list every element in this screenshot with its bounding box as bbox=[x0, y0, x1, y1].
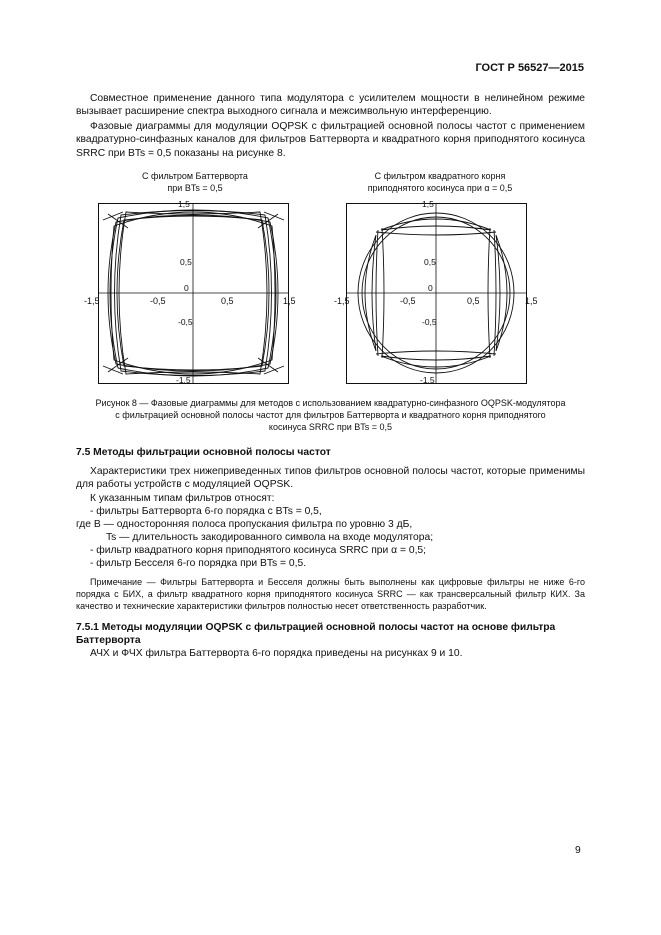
tick-origin: 0 bbox=[428, 283, 433, 293]
tick-y-neg-1-5: -1,5 bbox=[176, 375, 191, 385]
section-7-5-heading: 7.5 Методы фильтрации основной полосы частот bbox=[76, 447, 331, 458]
section-7-5-intro: Характеристики трех нижеприведенных типов фильтров основной полосы частот, которые применимы для работы устройств с модуляцией OQPSK. bbox=[76, 466, 585, 491]
tick-x-neg-1-5-right: -1,5 bbox=[334, 296, 350, 306]
list-item-srrc: - фильтр квадратного корня приподнятого косинуса SRRC при α = 0,5; bbox=[90, 545, 427, 556]
tick-y-neg-0-5: -0,5 bbox=[178, 317, 193, 327]
document-header: ГОСТ Р 56527—2015 bbox=[475, 62, 584, 74]
srrc-phase-diagram bbox=[346, 200, 546, 390]
tick-y-0-5: 0,5 bbox=[424, 257, 436, 267]
definition-b: где B — односторонняя полоса пропускания фильтра по уровню 3 дБ, bbox=[76, 519, 413, 530]
list-item-butterworth: - фильтры Баттерворта 6-го порядка с BTs = 0,5, bbox=[90, 506, 322, 517]
left-plot-caption-1: С фильтром Баттерворта bbox=[142, 171, 248, 181]
right-plot-caption-2: приподнятого косинуса при α = 0,5 bbox=[367, 183, 513, 193]
tick-y-0-5: 0,5 bbox=[180, 257, 192, 267]
list-item-bessel: - фильтр Бесселя 6-го порядка при BTs = 0,5. bbox=[90, 558, 307, 569]
section-7-5-1-heading: 7.5.1 Методы модуляции OQPSK с фильтрацией основной полосы частот на основе фильтра Баттерворта bbox=[76, 622, 556, 646]
tick-y-1-5: 1,5 bbox=[422, 200, 434, 209]
figure-caption-line-1: Рисунок 8 — Фазовые диаграммы для методов с использованием квадратурно-синфазного OQPSK-модулятора bbox=[95, 398, 566, 408]
right-plot-caption-1: С фильтром квадратного корня bbox=[374, 171, 506, 181]
tick-origin: 0 bbox=[184, 283, 189, 293]
butterworth-phase-diagram bbox=[98, 200, 298, 390]
tick-y-neg-0-5: -0,5 bbox=[422, 317, 437, 327]
paragraph-1: Совместное применение данного типа модулятора с усилителем мощности в нелинейном режиме вызывает расширение спектра выходного сигнала и межсимвольную интерференцию. bbox=[76, 93, 585, 118]
page-number: 9 bbox=[575, 845, 581, 856]
figure-caption-line-3: косинуса SRRC при BTs = 0,5 bbox=[268, 422, 393, 432]
tick-x-1-5-right: 1,5 bbox=[525, 296, 538, 306]
note: Примечание — Фильтры Баттерворта и Бесселя должны быть выполнены как цифровые фильтры не ниже 6-го порядка с БИХ, а фильтр квадратного корня приподнятого косинуса SRRC — как трансверсальный фильтр КИХ. За качество и технические характеристики фильтров полностью несет ответственность разработчик. bbox=[76, 577, 585, 611]
left-plot-caption-2: при BTs = 0,5 bbox=[167, 183, 223, 193]
tick-y-neg-1-5: -1,5 bbox=[420, 375, 435, 385]
tick-y-1-5: 1,5 bbox=[178, 200, 190, 209]
tick-x-1-5-left: 1,5 bbox=[283, 296, 296, 306]
definition-ts: Ts — длительность закодированного символа на входе модулятора; bbox=[106, 532, 434, 543]
tick-x-neg-0-5-right: -0,5 bbox=[400, 296, 416, 306]
section-7-5-1-text: АЧХ и ФЧХ фильтра Баттерворта 6-го порядка приведены на рисунках 9 и 10. bbox=[90, 648, 463, 659]
tick-x-neg-1-5-left: -1,5 bbox=[84, 296, 100, 306]
plot-frame bbox=[347, 204, 527, 384]
tick-x-0-5-left: 0,5 bbox=[221, 296, 234, 306]
tick-x-neg-0-5-left: -0,5 bbox=[150, 296, 166, 306]
paragraph-2: Фазовые диаграммы для модуляции OQPSK с фильтрацией основной полосы частот с применением квадратурно-синфазных каналов для фильтров Баттерворта и квадратного корня приподнятого косинуса SRRC при BTs = 0,5 показаны на рисунке 8. bbox=[76, 121, 585, 159]
plot-frame bbox=[99, 204, 289, 384]
list-intro: К указанным типам фильтров относят: bbox=[90, 493, 275, 504]
tick-x-0-5-right: 0,5 bbox=[467, 296, 480, 306]
figure-caption-line-2: с фильтрацией основной полосы частот для фильтров Баттерворта и квадратного корня приподнятого bbox=[115, 410, 546, 420]
